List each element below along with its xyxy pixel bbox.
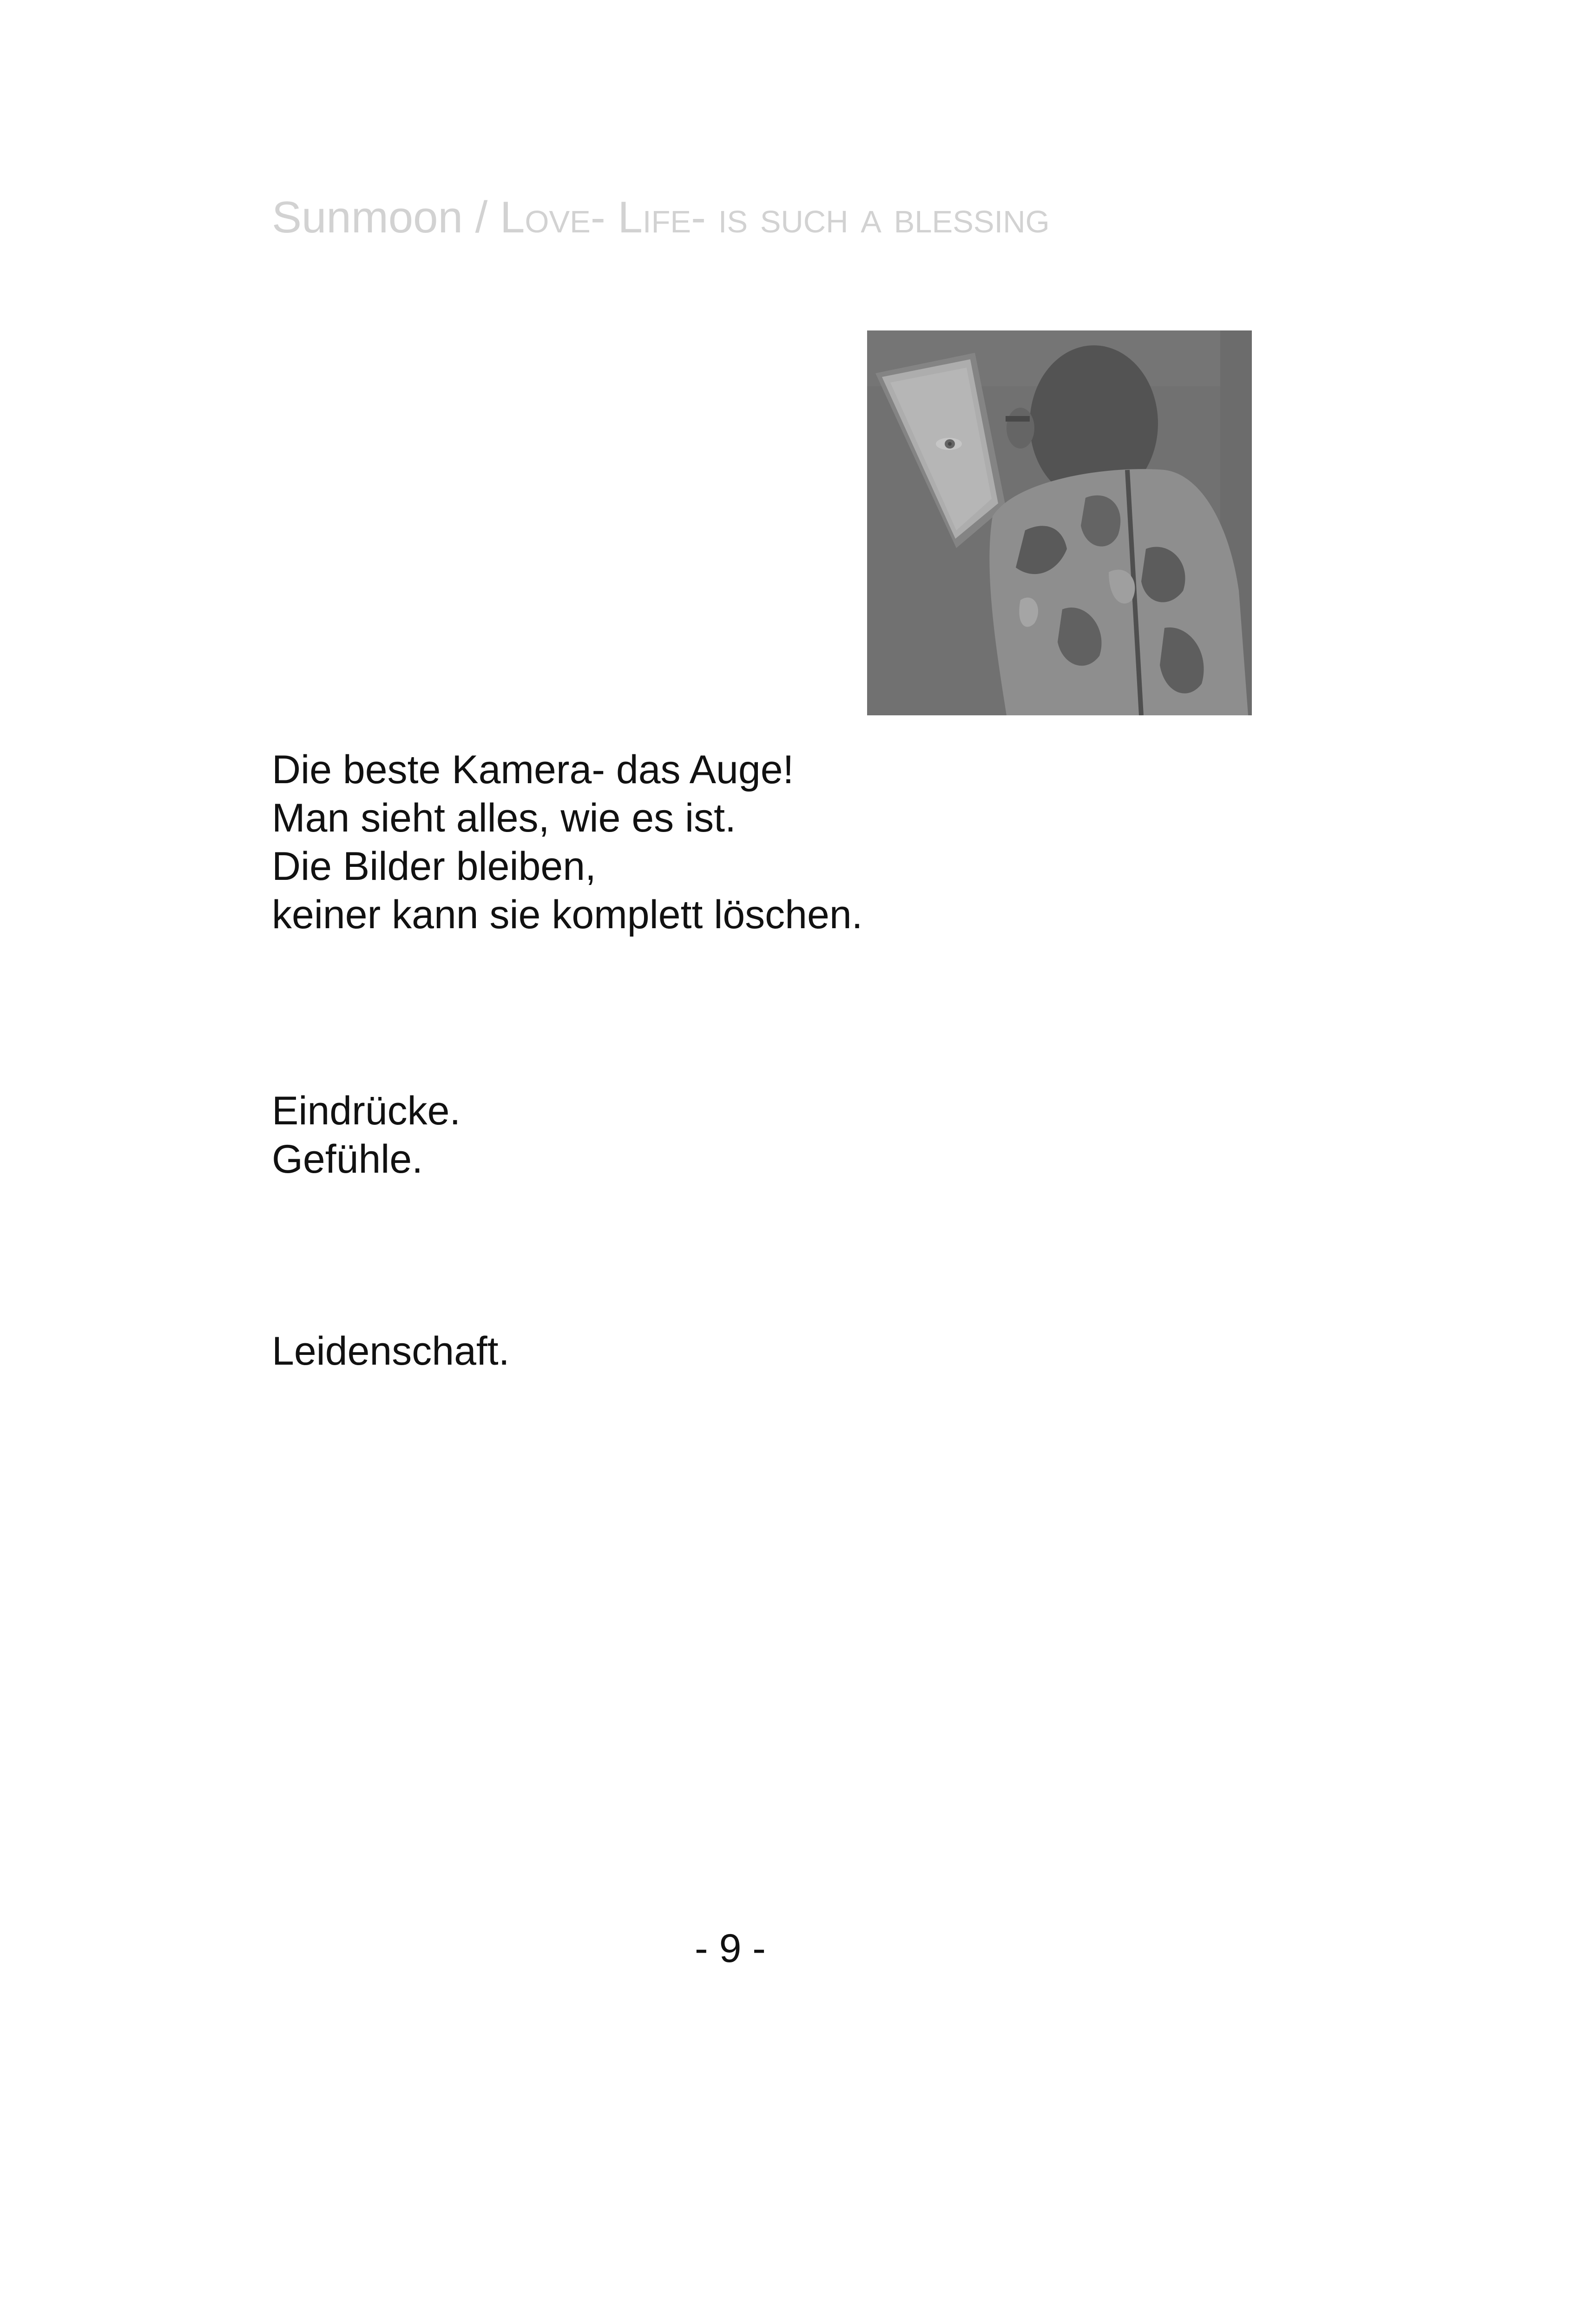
poem-line: Man sieht alles, wie es ist. <box>272 796 736 840</box>
header-title: Love- Life- is such a blessing <box>500 192 1050 242</box>
poem-line: Die Bilder bleiben, <box>272 844 596 889</box>
poem-stanza-3 <box>272 1327 510 1375</box>
poem-line: Eindrücke. <box>272 1089 461 1133</box>
page-number: - 9 - <box>695 1926 766 1971</box>
poem-line: Die beste Kamera- das Auge! <box>272 747 794 792</box>
running-header <box>272 192 1050 242</box>
poem-line: Gefühle. <box>272 1137 423 1182</box>
photo-illustration <box>867 330 1252 715</box>
poem-line: Leidenschaft. <box>272 1329 510 1373</box>
poem-line: keiner kann sie komplett löschen. <box>272 892 863 937</box>
poem-stanza-1 <box>272 746 863 939</box>
header-separator: / <box>462 192 500 242</box>
photo-eye-artwork <box>867 330 1252 715</box>
header-author: Sunmoon <box>272 192 463 242</box>
poem-stanza-2 <box>272 1087 460 1183</box>
